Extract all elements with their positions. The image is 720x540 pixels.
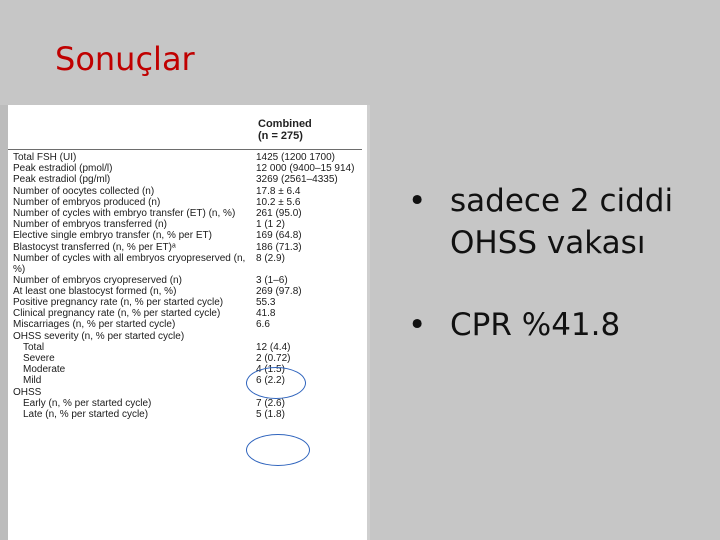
table-row — [13, 219, 368, 230]
row-label: Number of embryos produced (n) — [13, 196, 161, 208]
table-row — [13, 375, 368, 386]
table-row — [13, 186, 368, 197]
combined-column-header — [258, 118, 312, 142]
row-label: Positive pregnancy rate (n, % per started cycle) — [13, 297, 224, 309]
table-row — [13, 275, 368, 286]
row-value: 7 (2.6) — [256, 397, 285, 409]
row-value: 4 (1.5) — [256, 364, 285, 376]
table-row — [13, 174, 368, 185]
column-header-count: (n = 275) — [258, 130, 303, 142]
table-row — [13, 409, 368, 420]
bullet-text: sadece 2 ciddi OHSS vakası — [450, 183, 674, 261]
table-row — [13, 319, 368, 330]
column-header-title: Combined — [258, 118, 312, 130]
row-label: Number of embryos cryopreserved (n) — [13, 274, 182, 286]
table-row — [13, 242, 368, 253]
row-value: 10.2 ± 5.6 — [256, 196, 301, 208]
table-row — [13, 308, 368, 319]
bullet-marker: • — [408, 307, 427, 343]
row-label: Moderate — [23, 364, 66, 376]
row-label: Elective single embryo transfer (n, % per ET) — [13, 230, 212, 242]
row-label: Severe — [23, 353, 55, 364]
table-row — [13, 253, 368, 275]
bullet-text: CPR %41.8 — [450, 307, 621, 343]
row-label: OHSS — [13, 386, 42, 398]
row-value: 169 (64.8) — [256, 230, 302, 242]
row-value: 1 (1 2) — [256, 219, 285, 231]
row-value: 2 (0.72) — [256, 353, 291, 364]
row-value: 3 (1–6) — [256, 274, 288, 286]
row-label: Late (n, % per started cycle) — [23, 408, 149, 420]
row-value: 12 (4.4) — [256, 341, 291, 353]
row-value: 12 000 (9400–15 914) — [256, 163, 355, 175]
table-left-border — [0, 105, 8, 540]
table-row — [13, 342, 368, 353]
row-label: Total — [23, 341, 45, 353]
table-row — [13, 197, 368, 208]
row-value: 269 (97.8) — [256, 285, 302, 297]
row-value: 55.3 — [256, 297, 276, 309]
table-row — [13, 353, 368, 364]
table-row — [13, 230, 368, 241]
row-value: 8 (2.9) — [256, 252, 285, 264]
row-label: Clinical pregnancy rate (n, % per started cycle) — [13, 308, 221, 320]
row-label: Number of cycles with all embryos cryopreserved (n, %) — [13, 252, 246, 275]
table-row — [13, 297, 368, 308]
row-value: 17.8 ± 6.4 — [256, 185, 301, 197]
table-row — [13, 331, 368, 342]
table-body — [13, 152, 368, 420]
row-label: Peak estradiol (pmol/l) — [13, 163, 113, 175]
row-value: 1425 (1200 1700) — [256, 152, 335, 163]
row-label: Miscarriages (n, % per started cycle) — [13, 319, 176, 331]
table-row — [13, 364, 368, 375]
row-value: 5 (1.8) — [256, 408, 285, 420]
row-label: OHSS severity (n, % per started cycle) — [13, 330, 185, 342]
row-label: Total FSH (UI) — [13, 152, 77, 163]
row-label: Number of oocytes collected (n) — [13, 185, 155, 197]
row-value: 3269 (2561–4335) — [256, 174, 338, 186]
row-value: 41.8 — [256, 308, 276, 320]
row-label: Early (n, % per started cycle) — [23, 397, 152, 409]
row-label: At least one blastocyst formed (n, %) — [13, 285, 177, 297]
row-label: Number of cycles with embryo transfer (ET) (n, %) — [13, 207, 236, 219]
clinical-pregnancy-highlight-circle — [246, 367, 306, 399]
table-row — [13, 152, 368, 163]
bullet-item — [400, 304, 710, 346]
row-value: 6.6 — [256, 319, 270, 331]
row-value: 6 (2.2) — [256, 375, 285, 387]
table-row — [13, 387, 368, 398]
row-label: Blastocyst transferred (n, % per ET)ᵃ — [13, 241, 176, 253]
row-label: Mild — [23, 375, 42, 387]
table-row — [13, 398, 368, 409]
bullet-list — [400, 180, 710, 346]
table-row — [13, 286, 368, 297]
row-label: Peak estradiol (pg/ml) — [13, 174, 111, 186]
bullet-item — [400, 180, 710, 264]
row-label: Number of embryos transferred (n) — [13, 219, 167, 231]
row-value: 186 (71.3) — [256, 241, 302, 253]
severe-ohss-highlight-circle — [246, 434, 310, 466]
bullet-marker: • — [408, 183, 427, 219]
table-row — [13, 163, 368, 174]
results-table-image — [0, 105, 370, 540]
row-value: 261 (95.0) — [256, 207, 302, 219]
slide-title: Sonuçlar — [55, 40, 195, 78]
table-row — [13, 208, 368, 219]
header-divider — [8, 149, 362, 150]
